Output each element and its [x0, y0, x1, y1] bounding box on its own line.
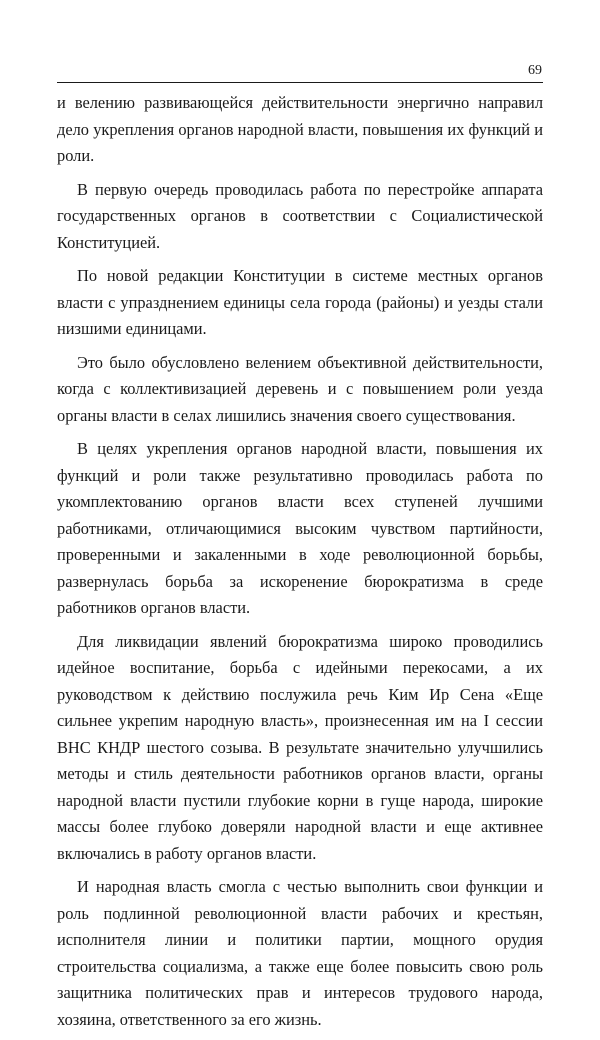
paragraph-3: По новой редакции Конституции в системе местных органов власти с упразднением единицы села города (районы) и уезды стали низшими единицами. [57, 266, 543, 338]
paragraph-5: В целях укрепления органов народной власти, повышения их функций и роли также результативно проводилась работа по укомплектованию органов власти всех ступеней лучшими работниками, отличающимися высоким чувством партийности, проверенными и закаленными в ходе революционной борьбы, развернулась борьба за искоренение бюрократизма в среде работников органов власти. [57, 439, 543, 617]
paragraph-4: Это было обусловлено велением объективной действительности, когда с коллективизацией деревень и с повышением роли уезда органы власти в селах лишились значения своего существования. [57, 352, 543, 425]
paragraph-2: В первую очередь проводилась работа по перестройке аппарата государственных органов в соответствии с Социалистической Конституцией. [57, 179, 543, 252]
header-rule [57, 82, 543, 83]
page-body [57, 90, 543, 1040]
paragraph-1: и велению развивающейся действительности энергично направил дело укрепления органов народной власти, повышения их функций и роли. [57, 93, 543, 165]
paragraph-7: И народная власть смогла с честью выполнить свои функции и роль подлинной революционной власти рабочих и крестьян, исполнителя линии и политики партии, мощного орудия строительства социализма, а также еще более повысить свою роль защитника политических прав и интересов трудового народа, хозяина, ответственного за его жизнь. [57, 877, 543, 1029]
page-number: 69 [528, 63, 542, 78]
paragraph-6: Для ликвидации явлений бюрократизма широко проводились идейное воспитание, борьба с идейными перекосами, а их руководством к действию послужила речь Ким Ир Сена «Еще сильнее укрепим народную власть», произнесенная им на I сессии ВНС КНДР шестого созыва. В результате значительно улучшились методы и стиль деятельности работников органов власти, органы народной власти пустили глубокие корни в гуще народа, широкие массы более глубоко доверяли народной власти и еще активнее включались в работу органов власти. [57, 631, 543, 863]
